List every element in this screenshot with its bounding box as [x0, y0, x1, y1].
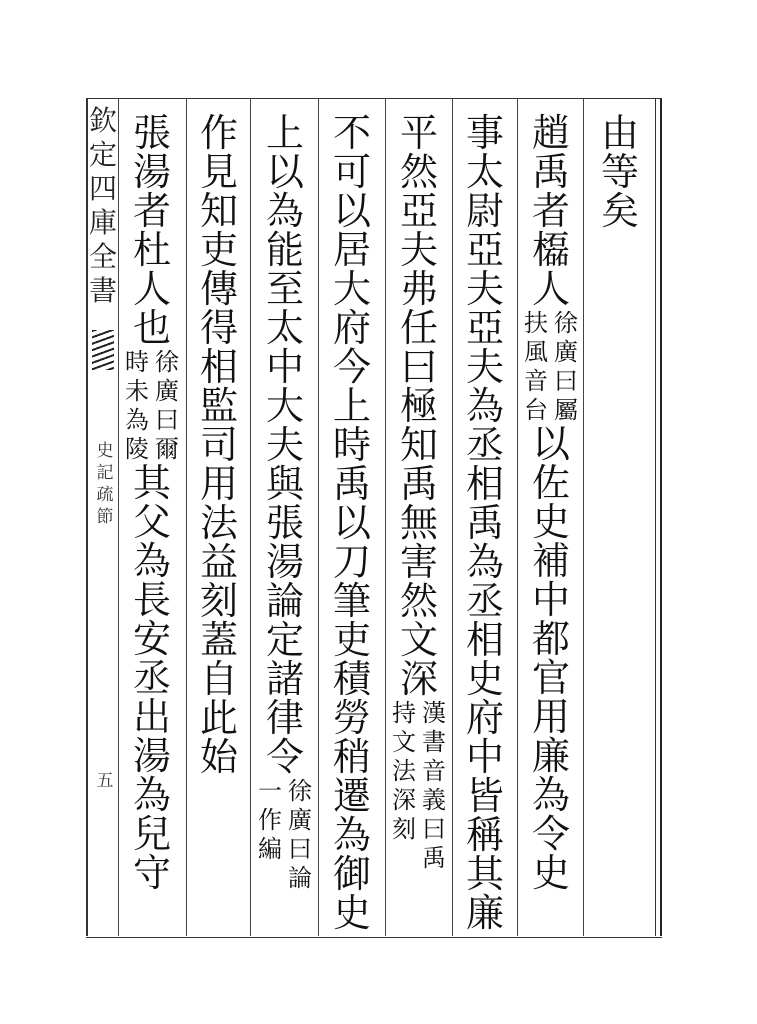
- glyph: 蓋: [199, 618, 238, 662]
- margin-book-title: [90, 104, 116, 308]
- glyph: 上: [332, 384, 371, 428]
- column-rule: [318, 98, 319, 936]
- glyph: 令: [531, 812, 570, 856]
- glyph: 亞: [399, 189, 438, 233]
- glyph: 中: [531, 578, 570, 622]
- glyph: 與: [265, 462, 304, 506]
- glyph: 為: [465, 384, 504, 428]
- column-7-main-text: [199, 111, 238, 779]
- glyph: 守: [132, 851, 171, 895]
- column-2-annotation: [524, 309, 578, 425]
- glyph: 夫: [465, 345, 504, 389]
- margin-book-title-text: [89, 104, 117, 308]
- glyph: 風: [524, 338, 548, 366]
- glyph: 以: [265, 150, 304, 194]
- glyph: 記: [96, 463, 114, 483]
- glyph: 矣: [600, 189, 639, 233]
- column-6-main-text: [265, 111, 304, 779]
- glyph: 積: [332, 657, 371, 701]
- glyph: 台: [524, 396, 548, 424]
- glyph: 大: [332, 267, 371, 311]
- glyph: 文: [399, 618, 438, 662]
- glyph: 其: [132, 461, 171, 505]
- text-column-5: [322, 111, 382, 935]
- glyph: 為: [465, 540, 504, 584]
- glyph: 作: [258, 806, 282, 834]
- glyph: 史: [332, 891, 371, 935]
- glyph: 廣: [554, 338, 578, 366]
- glyph: 任: [399, 306, 438, 350]
- glyph: 未: [125, 377, 149, 405]
- glyph: 遷: [332, 774, 371, 818]
- glyph: 曰: [399, 345, 438, 389]
- column-6-annotation: [258, 777, 312, 893]
- text-column-8: [122, 111, 182, 895]
- glyph: 中: [465, 735, 504, 779]
- glyph: 史: [465, 657, 504, 701]
- glyph: 亞: [465, 228, 504, 272]
- glyph: 父: [132, 500, 171, 544]
- glyph: 不: [332, 111, 371, 155]
- margin-section-title-text: [97, 440, 114, 528]
- column-2-main-text-a: [531, 111, 570, 311]
- column-4-main-text: [399, 111, 438, 701]
- column-rule: [583, 98, 584, 936]
- glyph: 律: [265, 696, 304, 740]
- text-column-4: [389, 111, 449, 873]
- glyph: 義: [422, 786, 446, 814]
- glyph: 音: [524, 367, 548, 395]
- column-8-main-text-a: [132, 111, 171, 350]
- glyph: 相: [465, 462, 504, 506]
- glyph: 論: [288, 864, 312, 892]
- glyph: 可: [332, 150, 371, 194]
- glyph: 得: [199, 306, 238, 350]
- glyph: 為: [132, 539, 171, 583]
- glyph: 傳: [199, 267, 238, 311]
- glyph: 夫: [265, 423, 304, 467]
- glyph: 太: [265, 306, 304, 350]
- column-3-main-text: [465, 111, 504, 935]
- text-column-6: [255, 111, 315, 893]
- column-8-note-left: [125, 348, 149, 464]
- glyph: 定: [89, 138, 118, 171]
- glyph: 禹: [465, 501, 504, 545]
- glyph: 今: [332, 345, 371, 389]
- frame-left-border: [86, 98, 88, 936]
- glyph: 府: [465, 696, 504, 740]
- margin-fishtail-ornament: [92, 330, 114, 370]
- text-column-1: [590, 111, 650, 233]
- glyph: 吏: [332, 618, 371, 662]
- glyph: 禹: [422, 844, 446, 872]
- glyph: 曰: [155, 406, 179, 434]
- column-2-note-right: [554, 309, 578, 425]
- glyph: 張: [132, 111, 171, 155]
- glyph: 全: [89, 240, 118, 273]
- glyph: 長: [132, 578, 171, 622]
- glyph: 張: [265, 501, 304, 545]
- glyph: 持: [392, 699, 416, 727]
- text-column-7: [190, 111, 248, 779]
- glyph: 大: [265, 384, 304, 428]
- glyph: 始: [199, 735, 238, 779]
- glyph: 湯: [132, 734, 171, 778]
- glyph: 廣: [155, 377, 179, 405]
- glyph: 定: [265, 618, 304, 662]
- glyph: 編: [258, 835, 282, 863]
- glyph: 禹: [531, 150, 570, 194]
- glyph: 徐: [155, 348, 179, 376]
- glyph: 丞: [465, 579, 504, 623]
- column-5-main-text: [332, 111, 371, 935]
- glyph: 曰: [554, 367, 578, 395]
- glyph: 書: [89, 274, 118, 307]
- glyph: 書: [422, 728, 446, 756]
- glyph: 出: [132, 695, 171, 739]
- glyph: 四: [89, 172, 118, 205]
- column-rule: [385, 98, 386, 936]
- glyph: 史: [531, 851, 570, 895]
- glyph: 深: [392, 786, 416, 814]
- glyph: 稍: [332, 735, 371, 779]
- text-column-2: [521, 111, 581, 895]
- glyph: 為: [265, 189, 304, 233]
- column-4-note-right: [422, 699, 446, 873]
- glyph: 陵: [125, 435, 149, 463]
- glyph: 時: [332, 423, 371, 467]
- glyph: 能: [265, 228, 304, 272]
- glyph: 司: [199, 423, 238, 467]
- glyph: 禹: [332, 462, 371, 506]
- column-2-note-left: [524, 309, 548, 425]
- glyph: 以: [531, 422, 570, 466]
- glyph: 居: [332, 228, 371, 272]
- glyph: 府: [332, 306, 371, 350]
- glyph: 者: [132, 189, 171, 233]
- glyph: 弗: [399, 267, 438, 311]
- glyph: 法: [392, 757, 416, 785]
- glyph: 夫: [465, 267, 504, 311]
- glyph: 以: [332, 189, 371, 233]
- glyph: 徐: [288, 777, 312, 805]
- glyph: 也: [132, 306, 171, 350]
- glyph: 人: [132, 267, 171, 311]
- glyph: 刀: [332, 540, 371, 584]
- glyph: 法: [199, 501, 238, 545]
- column-rule: [517, 98, 518, 936]
- glyph: 人: [531, 267, 570, 311]
- glyph: 自: [199, 657, 238, 701]
- glyph: 令: [265, 735, 304, 779]
- glyph: 丞: [132, 656, 171, 700]
- glyph: 扶: [524, 309, 548, 337]
- margin-section-title: [95, 440, 115, 528]
- glyph: 者: [531, 189, 570, 233]
- glyph: 無: [399, 501, 438, 545]
- glyph: 相: [199, 345, 238, 389]
- glyph: 為: [132, 773, 171, 817]
- glyph: 見: [199, 150, 238, 194]
- glyph: 深: [399, 657, 438, 701]
- glyph: 史: [531, 500, 570, 544]
- glyph: 知: [199, 189, 238, 233]
- glyph: 御: [332, 852, 371, 896]
- margin-page-number: [95, 770, 115, 792]
- glyph: 等: [600, 150, 639, 194]
- glyph: 然: [399, 150, 438, 194]
- glyph: 五: [96, 771, 114, 791]
- column-8-main-text-b: [132, 461, 171, 895]
- column-8-note-right: [155, 348, 179, 464]
- glyph: 筆: [332, 579, 371, 623]
- glyph: 㰁: [531, 228, 570, 272]
- glyph: 杜: [132, 228, 171, 272]
- glyph: 用: [531, 695, 570, 739]
- frame-right-border: [655, 98, 662, 936]
- glyph: 上: [265, 111, 304, 155]
- glyph: 中: [265, 345, 304, 389]
- glyph: 至: [265, 267, 304, 311]
- text-column-3: [455, 111, 515, 935]
- column-rule: [186, 98, 187, 936]
- glyph: 為: [125, 406, 149, 434]
- glyph: 文: [392, 728, 416, 756]
- glyph: 曰: [422, 815, 446, 843]
- glyph: 音: [422, 757, 446, 785]
- glyph: 庫: [89, 206, 118, 239]
- glyph: 其: [465, 852, 504, 896]
- glyph: 害: [399, 540, 438, 584]
- margin-page-number-text: [97, 770, 114, 792]
- glyph: 曰: [288, 835, 312, 863]
- column-8-annotation: [125, 348, 179, 464]
- glyph: 相: [465, 618, 504, 662]
- column-1-main-text: [600, 111, 639, 233]
- glyph: 極: [399, 384, 438, 428]
- glyph: 徐: [554, 309, 578, 337]
- glyph: 節: [96, 507, 114, 527]
- glyph: 亞: [465, 306, 504, 350]
- glyph: 廉: [465, 891, 504, 935]
- glyph: 諸: [265, 657, 304, 701]
- glyph: 勞: [332, 696, 371, 740]
- column-rule: [250, 98, 251, 936]
- glyph: 一: [258, 777, 282, 805]
- glyph: 為: [332, 813, 371, 857]
- column-4-note-left: [392, 699, 416, 844]
- glyph: 吏: [199, 228, 238, 272]
- glyph: 刻: [199, 579, 238, 623]
- glyph: 屬: [554, 396, 578, 424]
- glyph: 補: [531, 539, 570, 583]
- glyph: 禹: [399, 462, 438, 506]
- glyph: 用: [199, 462, 238, 506]
- glyph: 漢: [422, 699, 446, 727]
- glyph: 尉: [465, 189, 504, 233]
- column-rule: [118, 98, 119, 936]
- glyph: 夫: [399, 228, 438, 272]
- glyph: 兒: [132, 812, 171, 856]
- glyph: 爾: [155, 435, 179, 463]
- glyph: 由: [600, 111, 639, 155]
- glyph: 為: [531, 773, 570, 817]
- glyph: 以: [332, 501, 371, 545]
- column-2-main-text-b: [531, 422, 570, 895]
- glyph: 刻: [392, 815, 416, 843]
- glyph: 安: [132, 617, 171, 661]
- glyph: 然: [399, 579, 438, 623]
- column-6-note-right: [288, 777, 312, 893]
- glyph: 廉: [531, 734, 570, 778]
- glyph: 稱: [465, 813, 504, 857]
- glyph: 丞: [465, 423, 504, 467]
- glyph: 益: [199, 540, 238, 584]
- glyph: 都: [531, 617, 570, 661]
- glyph: 湯: [132, 150, 171, 194]
- column-rule: [452, 98, 453, 936]
- glyph: 此: [199, 696, 238, 740]
- glyph: 論: [265, 579, 304, 623]
- glyph: 趙: [531, 111, 570, 155]
- glyph: 佐: [531, 461, 570, 505]
- glyph: 欽: [89, 104, 118, 137]
- glyph: 官: [531, 656, 570, 700]
- glyph: 湯: [265, 540, 304, 584]
- glyph: 皆: [465, 774, 504, 818]
- glyph: 疏: [96, 485, 114, 505]
- glyph: 太: [465, 150, 504, 194]
- column-6-note-left: [258, 777, 282, 864]
- glyph: 廣: [288, 806, 312, 834]
- glyph: 史: [96, 441, 114, 461]
- glyph: 平: [399, 111, 438, 155]
- glyph: 知: [399, 423, 438, 467]
- glyph: 作: [199, 111, 238, 155]
- glyph: 事: [465, 111, 504, 155]
- glyph: 時: [125, 348, 149, 376]
- column-4-annotation: [392, 699, 446, 873]
- glyph: 監: [199, 384, 238, 428]
